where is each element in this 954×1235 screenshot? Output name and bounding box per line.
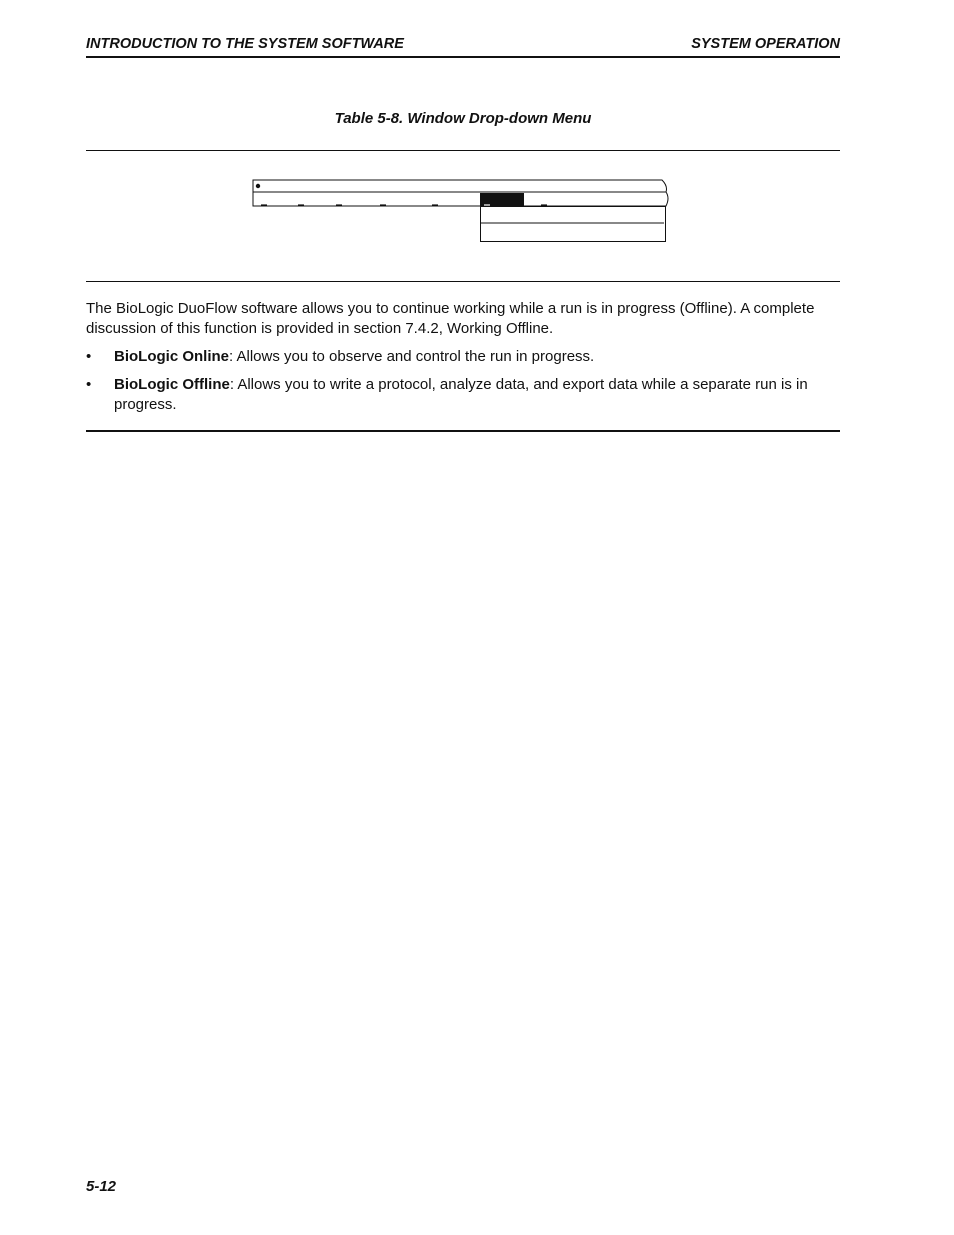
body-text xyxy=(86,299,840,423)
header-section-title: INTRODUCTION TO THE SYSTEM SOFTWARE xyxy=(86,36,404,52)
bullet-description: : Allows you to observe and control the run in progress. xyxy=(229,348,595,365)
page-number: 5-12 xyxy=(86,1178,117,1195)
table-top-rule xyxy=(86,150,840,151)
bullet-item-online xyxy=(86,347,840,367)
bullet-term: BioLogic Online xyxy=(114,348,229,365)
header-chapter-title: SYSTEM OPERATION xyxy=(691,36,840,52)
bullet-item-offline xyxy=(86,375,840,415)
bullet-glyph: • xyxy=(86,348,92,365)
table-bottom-rule xyxy=(86,281,840,282)
bullet-term: BioLogic Offline xyxy=(114,376,230,393)
intro-paragraph: The BioLogic DuoFlow software allows you to continue working while a run is in progress (Offline). A complete discussion of this function is provided in section 7.4.2, Working Offline. xyxy=(86,300,815,337)
bullet-glyph: • xyxy=(86,376,92,393)
title-bar-outline xyxy=(253,180,667,192)
section-end-rule xyxy=(86,430,840,432)
menu-bar-outline xyxy=(253,192,668,206)
menu-item-window-highlight xyxy=(480,193,524,206)
window-menu-illustration xyxy=(252,178,672,244)
window-dropdown-panel xyxy=(481,207,666,242)
menu-diagram xyxy=(252,178,672,244)
table-caption: Table 5-8. Window Drop-down Menu xyxy=(334,110,592,127)
bullet-description: : Allows you to write a protocol, analyze data, and export data while a separate run is in progress. xyxy=(114,376,808,413)
window-control-icon xyxy=(256,184,260,188)
page-header xyxy=(86,36,840,58)
